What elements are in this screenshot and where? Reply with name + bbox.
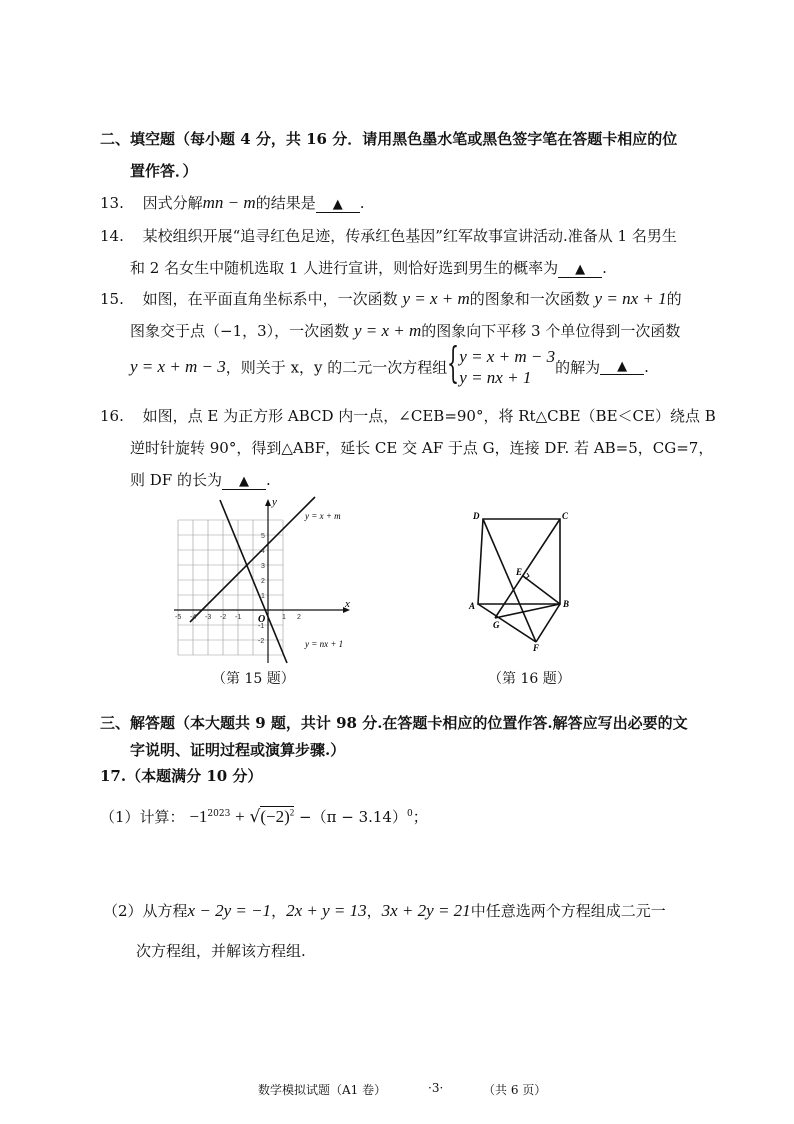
line-y-equals-x-plus-m (190, 497, 315, 622)
y-tick: 2 (261, 578, 265, 585)
footer-title: 数学模拟试题（A1 卷） (258, 1083, 387, 1097)
q15-system-eq2: y = nx + 1 (459, 368, 532, 387)
q15-l3a: ，则关于 x，y 的二元一次方程组 (225, 358, 448, 377)
figure-16-caption: （第 16 题） (488, 671, 571, 687)
label-c: C (562, 511, 569, 521)
q17-p1-radicand-exponent: 2 (289, 807, 295, 818)
q17-p2-eq3: 3x + 2y = 21 (381, 901, 471, 920)
q13-tail: 的结果是 (255, 194, 316, 212)
q15-line2 (130, 320, 680, 341)
q16-line3 (130, 469, 271, 490)
q14-end: . (602, 259, 607, 277)
q15-func2: y = nx + 1 (594, 289, 667, 308)
label-f: F (533, 643, 540, 653)
q13-expression: mn − m (202, 193, 256, 212)
right-angle-mark (525, 573, 529, 579)
q15-l1c: 的 (666, 290, 682, 308)
y-tick: 3 (261, 563, 265, 570)
q17-p1-end: ； (412, 808, 428, 826)
section3-heading-line2: 字说明、证明过程或演算步骤.） (130, 741, 346, 759)
q16-answer-blank: ▲ (222, 474, 266, 490)
figure-15-coordinate-plot (170, 495, 360, 665)
q17-p1-term3: −（π − 3.14） (299, 808, 407, 826)
q15-shifted-func: y = x + m − 3 (130, 357, 226, 376)
section2-heading-line1: 二、填空题（每小题 4 分，共 16 分．请用黑色墨水笔或黑色签字笔在答题卡相应的位 (100, 130, 678, 148)
q16-end: . (265, 471, 271, 489)
x-tick: -5 (175, 614, 182, 621)
x-tick: 2 (297, 614, 301, 621)
q15-l2b: 的图象向下平移 3 个单位得到一次函数 (421, 322, 681, 340)
q17-p1-radicand-base: (−2) (260, 807, 290, 826)
x-tick: -2 (220, 614, 227, 621)
q15-l1b: 的图象和一次函数 (469, 290, 590, 308)
q17-p1-plus: + (235, 807, 245, 826)
question-15 (100, 288, 682, 309)
y-axis-label: y (272, 496, 277, 508)
y-tick: 4 (261, 548, 265, 555)
q17-part1 (100, 806, 428, 827)
q17-p2-tail: 中任意选两个方程组成二元一 (470, 902, 666, 920)
q13-answer-blank: ▲ (316, 197, 360, 213)
q14-line1: 某校组织开展“追寻红色足迹，传承红色基因”红军故事宣讲活动.准备从 1 名男生 (142, 227, 677, 245)
q15-end: . (644, 358, 649, 376)
q17-p2-eq1: x − 2y = −1 (187, 901, 272, 920)
x-tick: -4 (190, 614, 197, 621)
q17-p1-exponent-zero: 0 (406, 809, 413, 819)
q14-line2: 和 2 名女生中随机选取 1 人进行宣讲，则恰好选到男生的概率为 (130, 259, 559, 277)
label-b: B (563, 599, 570, 609)
q15-equation-system (447, 338, 556, 388)
section2-heading-line2: 置作答．） (130, 162, 198, 180)
q17-p2-sep2: ， (366, 902, 382, 920)
segment-fb (536, 604, 560, 642)
figure-16-geometry (455, 505, 595, 655)
y-tick: -2 (258, 638, 265, 645)
q15-func1-repeat: y = x + m (353, 321, 422, 340)
q15-system-eq1: y = x + m − 3 (459, 347, 556, 366)
x-tick: -3 (205, 614, 212, 621)
q15-l3b: 的解为 (555, 358, 601, 377)
y-tick: 5 (261, 533, 265, 540)
q17-part2 (103, 900, 666, 921)
segment-gb (495, 604, 560, 618)
label-e: E (516, 567, 523, 577)
q14-number: 14. (100, 227, 124, 245)
q16-number: 16. (100, 407, 124, 425)
x-tick: 1 (282, 614, 286, 621)
y-tick: 1 (261, 593, 265, 600)
label-g: G (493, 620, 500, 630)
q14-answer-blank: ▲ (558, 262, 602, 278)
q16-line3-text: 则 DF 的长为 (130, 471, 222, 489)
x-tick: -1 (235, 614, 242, 621)
q15-l2a: 图象交于点（−1，3），一次函数 (130, 322, 350, 340)
line2-label: y = nx + 1 (305, 639, 344, 649)
segment-eb (523, 576, 560, 604)
question-13 (100, 192, 364, 213)
q15-answer-blank: ▲ (600, 359, 644, 375)
question-16 (100, 405, 716, 426)
x-axis-label: x (345, 598, 350, 610)
y-axis-arrow (265, 499, 271, 506)
question-14 (100, 225, 677, 246)
line1-label: y = x + m (305, 511, 341, 521)
y-tick: -1 (258, 623, 265, 630)
q14-line2-row (130, 257, 607, 278)
q13-text: 因式分解 (142, 194, 203, 212)
q17-p1-exponent: 2023 (207, 809, 231, 819)
footer-total-pages: （共 6 页） (483, 1083, 547, 1097)
figure-15-caption: （第 15 题） (212, 671, 295, 687)
q17-p1-term1: −1 (189, 807, 208, 826)
label-d: D (473, 511, 480, 521)
q17-p1-label: （1）计算： (100, 808, 185, 826)
label-a: A (469, 601, 476, 611)
radical-sign-icon: √ (249, 807, 261, 827)
section3-heading-line1: 三、解答题（本大题共 9 题，共计 98 分.在答题卡相应的位置作答.解答应写出必要的文 (100, 714, 688, 732)
q13-end: . (359, 194, 365, 212)
brace-symbol: { (447, 338, 460, 387)
square-abcd (478, 519, 560, 604)
q17-p2-line2: 次方程组，并解该方程组. (136, 942, 306, 960)
q17-p2-eq2: 2x + y = 13 (286, 901, 367, 920)
q17-p2-intro: （2）从方程 (103, 902, 188, 920)
q17-p1-radicand (260, 806, 294, 826)
q17-header: 17.（本题满分 10 分） (100, 767, 263, 785)
q16-line2: 逆时针旋转 90°，得到△ABF，延长 CE 交 AF 于点 G，连接 DF. 若 AB=5，CG=7， (130, 439, 714, 457)
q15-number: 15. (100, 290, 124, 308)
q17-p2-sep1: ， (271, 902, 287, 920)
q15-l1a: 如图，在平面直角坐标系中，一次函数 (142, 290, 398, 308)
q13-number: 13. (100, 194, 124, 212)
q16-line1: 如图，点 E 为正方形 ABCD 内一点，∠CEB=90°，将 Rt△CBE（BE＜CE）绕点 B (142, 407, 716, 425)
q15-line3 (130, 338, 649, 388)
q15-func1: y = x + m (402, 289, 470, 308)
footer-page-number: ·3· (428, 1081, 444, 1095)
origin-label: O (258, 614, 266, 625)
